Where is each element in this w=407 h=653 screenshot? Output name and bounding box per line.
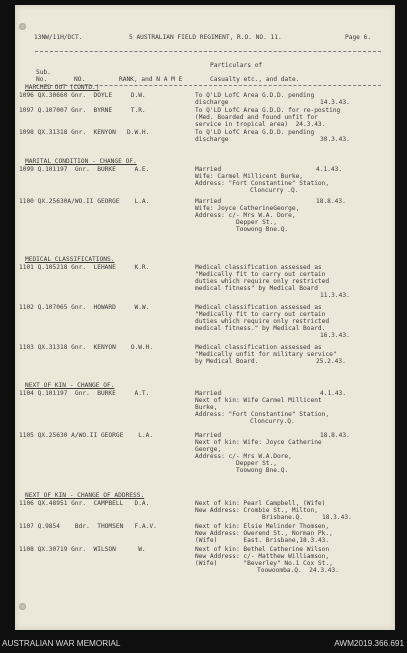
text-line: Medical classification assessed as xyxy=(195,344,322,351)
text-line: 4.1.43. xyxy=(316,166,343,173)
column-rank-name: RANK, and N A M E xyxy=(119,76,183,83)
text-line: To Q'LD LofC Area G.D.D. pending xyxy=(195,129,315,136)
text-line: Next of kin: Elsie Melinder Thomsen, xyxy=(195,523,330,530)
text-line: "Medically fit to carry out certain xyxy=(195,271,326,278)
text-line: 1103 QX.31318 Gnr. KENYON O.W.H. xyxy=(19,344,154,351)
text-line: Married xyxy=(195,390,222,397)
text-line: Cloncurry .Q. xyxy=(250,187,299,194)
text-line: discharge xyxy=(195,136,229,143)
text-line: 25.2.43. xyxy=(316,358,346,365)
footer-bar xyxy=(0,634,407,653)
header-reference: 13NW/11H/DCT. xyxy=(34,34,83,41)
text-line: 1107 Q.9854 Bdr. THOMSEN F.A.V. xyxy=(19,523,157,530)
text-line: "Medically fit to carry out certain xyxy=(195,311,326,318)
document-page xyxy=(15,5,395,630)
text-line: Address: c/- Mrs W.A. Dore, xyxy=(195,212,296,219)
text-line: 18.8.43. xyxy=(320,432,350,439)
text-line: 1096 QX.30660 Gnr. DOYLE D.W. xyxy=(19,92,146,99)
text-line: New Address: Crombie St., Milton, xyxy=(195,507,318,514)
section-heading: NEXT OF KIN - CHANGE OF ADDRESS. xyxy=(25,492,145,499)
text-line: Wife: Joyce CatherineGeorge, xyxy=(195,205,300,212)
text-line: duties which require only restricted xyxy=(195,278,330,285)
header-rule xyxy=(35,51,381,52)
text-line: Wife: Carmel Millicent Burke, xyxy=(195,173,304,180)
text-line: medical fitness." by Medical Board. xyxy=(195,325,326,332)
section-heading: MEDICAL CLASSIFICATIONS. xyxy=(25,256,115,263)
text-line: Next of kin: Wife Carmel Millicent xyxy=(195,397,322,404)
text-line: (Wife) "Beverley" No.1 Cox St., xyxy=(195,560,333,567)
text-line: To Q'LD LofC Area G.D.D. for re-posting xyxy=(195,107,341,114)
text-line: 16.3.43. xyxy=(320,332,350,339)
text-line: 1099 Q.101197 Gnr. BURKE A.E. xyxy=(19,166,150,173)
text-line: 30.3.43. xyxy=(320,136,350,143)
text-line: Depper St., xyxy=(236,219,277,226)
footer-accession-number: AWM2019.366.691 xyxy=(334,639,404,648)
text-line: 18.8.43. xyxy=(316,198,346,205)
text-line: 1101 Q.105218 Gnr. LEHANE K.R. xyxy=(19,264,150,271)
text-line: Married xyxy=(195,432,222,439)
text-line: Married xyxy=(195,166,222,173)
column-particulars: Particulars of xyxy=(210,62,263,69)
text-line: Next of kin: Bethel Catherine Wilson xyxy=(195,546,330,553)
text-line: by Medical Board. xyxy=(195,358,259,365)
text-line: Burke, xyxy=(195,404,218,411)
text-line: 1098 QX.31318 Gnr. KENYON D.W.H. xyxy=(19,129,150,136)
text-line: Next of kin: Wife: Joyce Catherine xyxy=(195,439,322,446)
text-line: 1100 QX.25630A/WO.II GEORGE L.A. xyxy=(19,198,150,205)
text-line: New Address: c/- Matthew Williamson, xyxy=(195,553,330,560)
text-line: (Med. Boarded and found unfit for xyxy=(195,114,318,121)
text-line: discharge xyxy=(195,99,229,106)
text-line: To Q'LD LofC Area G.D.D. pending xyxy=(195,92,315,99)
text-line: New Address: Owerend St., Norman Pk., xyxy=(195,530,333,537)
column-no-label: No. xyxy=(36,76,48,83)
text-line: 1104 Q.101197 Gnr. BURKE A.T. xyxy=(19,390,150,397)
text-line: Medical classification assessed as xyxy=(195,304,322,311)
text-line: Toowoomba.Q. 24.3.43. xyxy=(257,567,339,574)
column-sub: Sub. xyxy=(36,69,51,76)
text-line: 14.3.43. xyxy=(320,99,350,106)
text-line: service in tropical area) 24.3.43. xyxy=(195,121,326,128)
text-line: 1108 QX.30719 Gnr. WILSON W. xyxy=(19,546,146,553)
text-line: 1097 Q.107007 Gnr. BYRNE T.R. xyxy=(19,107,146,114)
text-line: 11.3.43. xyxy=(320,292,350,299)
text-line: Address: c/- Mrs W.A.Dore, xyxy=(195,453,292,460)
column-casualty: Casualty etc., and date. xyxy=(210,76,300,83)
punch-hole xyxy=(19,23,26,30)
text-line: Married xyxy=(195,198,222,205)
page-number: Page 6. xyxy=(345,34,372,41)
section-heading: NEXT OF KIN - CHANGE OF. xyxy=(25,382,115,389)
text-line: George, xyxy=(195,446,222,453)
footer-institution: AUSTRALIAN WAR MEMORIAL xyxy=(2,639,121,648)
text-line: (Wife) East. Brisbane,18.3.43. xyxy=(195,537,330,544)
text-line: Address: "Fort Constantine" Station, xyxy=(195,411,330,418)
text-line: 1102 Q.107065 Gnr. HOWARD W.W. xyxy=(19,304,150,311)
text-line: duties which require only restricted xyxy=(195,318,330,325)
text-line: Medical classification assessed as xyxy=(195,264,322,271)
text-line: Cloncurry.Q. xyxy=(250,418,295,425)
section-heading: MARITAL CONDITION - CHANGE OF. xyxy=(25,158,137,165)
text-line: Address: "Fort Constantine" Station, xyxy=(195,180,330,187)
text-line: Toowong Bne.Q. xyxy=(236,467,289,474)
section-heading: MARCHED OUT (CONTD.) xyxy=(25,84,100,91)
text-line: Next of kin: Pearl Campbell, (Wife) xyxy=(195,500,326,507)
document-title: 5 AUSTRALIAN FIELD REGIMENT, R.O. NO. 11. xyxy=(129,34,282,41)
text-line: 1106 QX.48951 Gnr. CAMPBELL D.A. xyxy=(19,500,150,507)
text-line: Toowong Bne.Q. xyxy=(236,226,289,233)
text-line: 1105 QX.25630 A/WO.II GEORGE L.A. xyxy=(19,432,154,439)
punch-hole xyxy=(19,603,26,610)
text-line: Depper St., xyxy=(236,460,277,467)
text-line: 4.1.43. xyxy=(320,390,347,397)
text-line: Brisbane.Q. xyxy=(262,514,303,521)
column-no: NO. xyxy=(74,76,86,83)
text-line: medical fitness" by Medical Board xyxy=(195,285,318,292)
text-line: 18.3.43. xyxy=(322,514,352,521)
text-line: "Medically unfit for military service" xyxy=(195,351,337,358)
